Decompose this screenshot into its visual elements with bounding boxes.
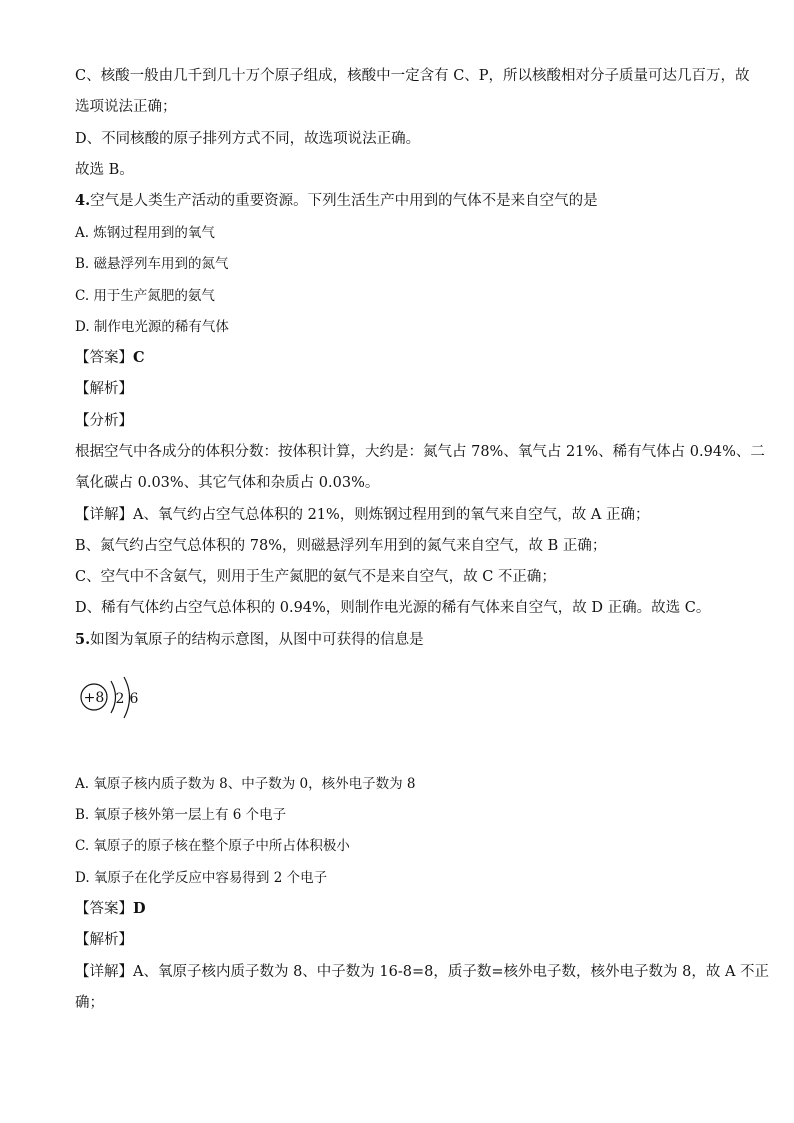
- q4-stem: 空气是人类生产活动的重要资源。下列生活生产中用到的气体不是来自空气的是: [90, 193, 598, 209]
- q4-fenxi-label: 【分析】: [75, 413, 133, 429]
- nucleus-charge: +8: [83, 690, 105, 706]
- q5-answer: [75, 899, 146, 919]
- q5-answer-label: 【答案】: [75, 901, 133, 917]
- q3-option-c-explanation-line2: 选项说法正确；: [75, 99, 177, 115]
- q4-answer: [75, 348, 145, 368]
- q4-detail-line1: 【详解】A、氧气约占空气总体积的 21%，则炼钢过程用到的氧气来自空气，故 A 正确；: [75, 507, 650, 523]
- q4-detail-line2: B、氮气约占空气总体积的 78%，则磁悬浮列车用到的氮气来自空气，故 B 正确；: [75, 538, 607, 554]
- q5-option-c: C. 氧原子的原子核在整个原子中所占体积极小: [75, 838, 350, 854]
- q4-option-b: B. 磁悬浮列车用到的氮气: [75, 256, 229, 272]
- q4-answer-label: 【答案】: [75, 350, 133, 366]
- oxygen-atom-structure-diagram: [78, 675, 148, 725]
- q5-option-b: B. 氧原子核外第一层上有 6 个电子: [75, 807, 287, 823]
- q5-number: 5.: [75, 631, 91, 648]
- q4-option-d: D. 制作电光源的稀有气体: [75, 319, 229, 335]
- shell-2-electrons: 6: [129, 691, 139, 707]
- q4-fenxi-line1: 根据空气中各成分的体积分数：按体积计算，大约是：氮气占 78%、氧气占 21%、稀有气体占 0.94%、二: [75, 444, 765, 460]
- q4-option-c: C. 用于生产氮肥的氨气: [75, 288, 215, 304]
- q5-stem: 如图为氧原子的结构示意图，从图中可获得的信息是: [90, 632, 424, 648]
- q5-question: [75, 630, 424, 650]
- q5-analysis-label: 【解析】: [75, 932, 133, 948]
- q3-conclusion: 故选 B。: [75, 162, 134, 178]
- q5-option-a: A. 氧原子核内质子数为 8、中子数为 0，核外电子数为 8: [75, 776, 416, 792]
- q5-detail-line2: 确；: [75, 995, 104, 1011]
- q3-option-d-explanation: D、不同核酸的原子排列方式不同，故选项说法正确。: [75, 131, 421, 147]
- q4-fenxi-line2: 氧化碳占 0.03%、其它气体和杂质占 0.03%。: [75, 475, 380, 491]
- q4-answer-value: C: [133, 349, 145, 366]
- q5-option-d: D. 氧原子在化学反应中容易得到 2 个电子: [75, 870, 328, 886]
- q4-detail-line4: D、稀有气体约占空气总体积的 0.94%，则制作电光源的稀有气体来自空气，故 D 正确。故选 C。: [75, 600, 711, 616]
- q4-detail-line3: C、空气中不含氨气，则用于生产氮肥的氨气不是来自空气，故 C 不正确；: [75, 569, 556, 585]
- q4-question: [75, 191, 598, 211]
- shell-1-electrons: 2: [115, 691, 125, 707]
- q3-option-c-explanation-line1: C、核酸一般由几千到几十万个原子组成，核酸中一定含有 C、P，所以核酸相对分子质量可达几百万，故: [75, 68, 750, 84]
- q5-answer-value: D: [133, 900, 146, 917]
- q5-detail-line1: 【详解】A、氧原子核内质子数为 8、中子数为 16-8=8，质子数=核外电子数，核外电子数为 8，故 A 不正: [75, 964, 770, 980]
- q4-analysis-label: 【解析】: [75, 381, 133, 397]
- q4-option-a: A. 炼钢过程用到的氧气: [75, 225, 215, 241]
- q4-number: 4.: [75, 192, 91, 209]
